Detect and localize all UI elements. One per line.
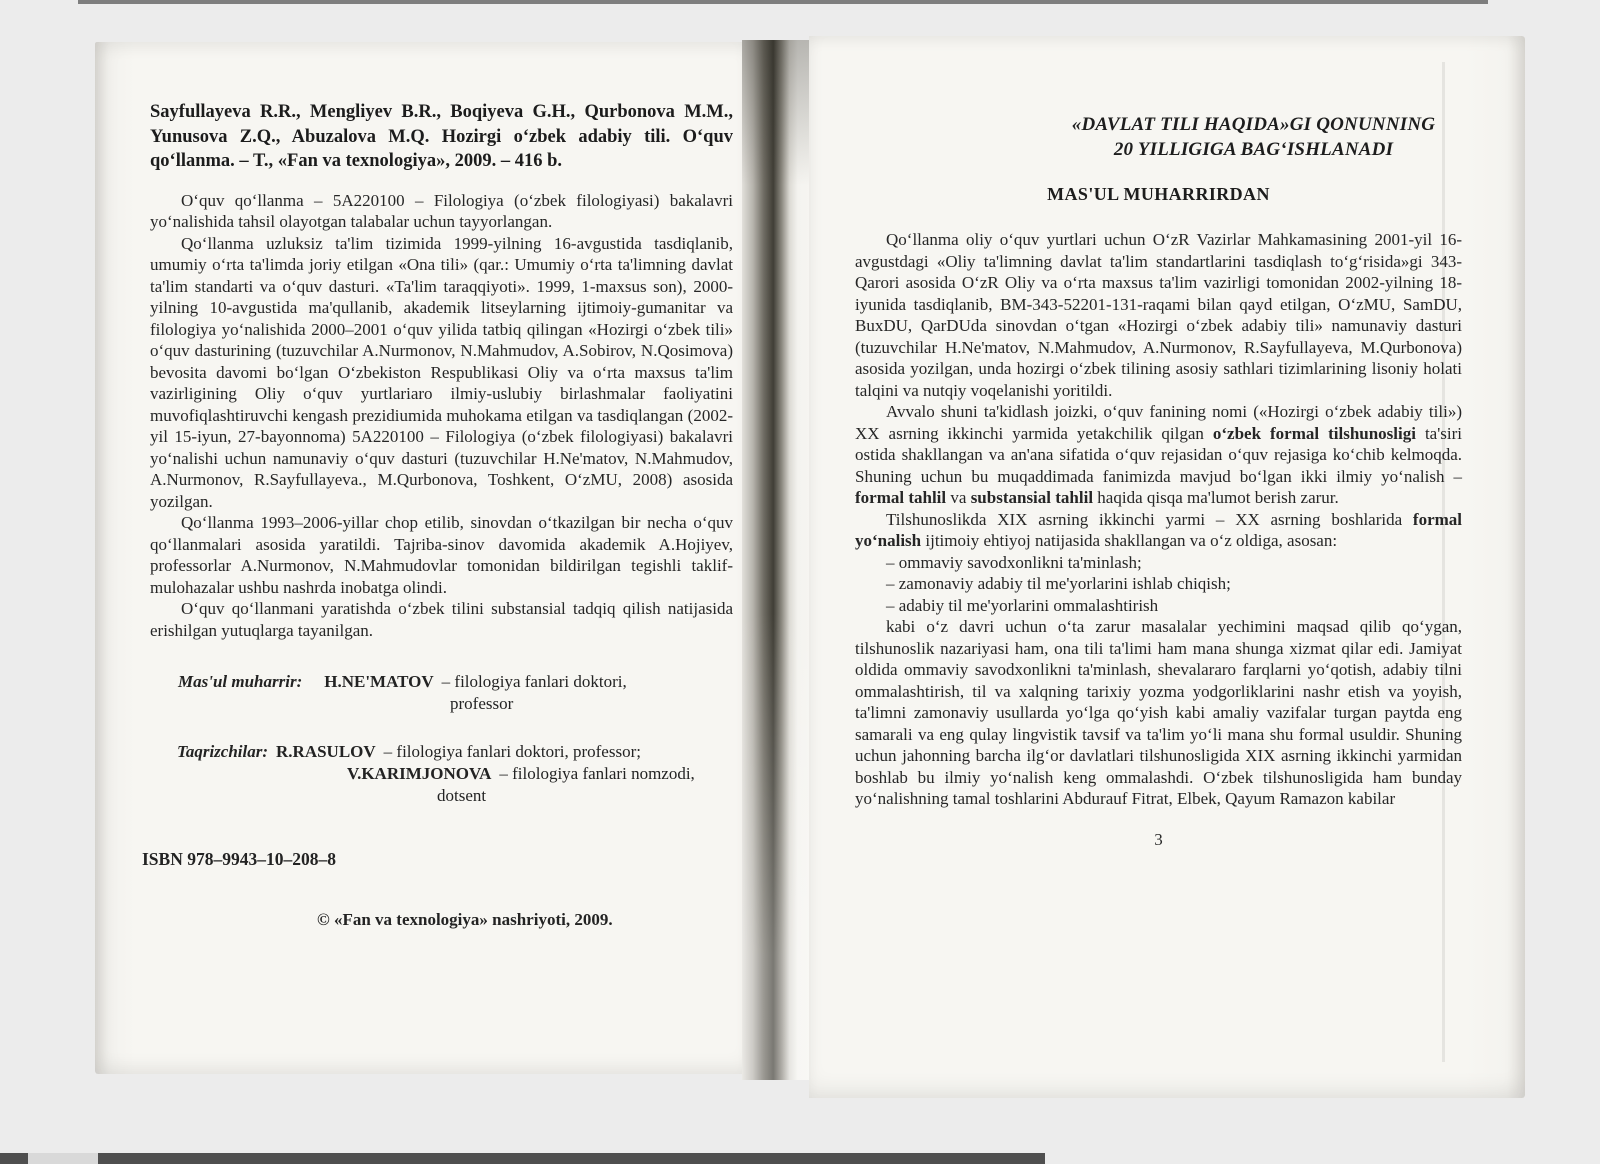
para2-text-4: haqida qisqa ma'lumot berish zarur.: [1093, 488, 1339, 507]
scan-top-edge: [78, 0, 1488, 4]
editor-line: [150, 671, 733, 693]
left-page-content: [95, 42, 747, 930]
paragraph-approach: Oʻquv qoʻllanmani yaratishda oʻzbek tilini substansial tadqiq qilish natijasida erishilgan yutuqlarga tayanilgan.: [150, 599, 733, 640]
page-number: 3: [1154, 829, 1163, 849]
paragraph-subject-name: [855, 401, 1462, 509]
copyright-line: © «Fan va texnologiya» nashriyoti, 2009.: [317, 910, 613, 929]
paragraph-program-basis: Qoʻllanma oliy oʻquv yurtlari uchun OʻzR Vazirlar Mahkamasining 2001-yil 16-avgustdagi «Oliy ta'limning davlat ta'lim standartlarini tasdiqlash toʻgʻrisida»gi 343-Qarori asosida OʻzR Oliy va oʻrta maxsus ta'lim vazirligi tomonidan 2002-yilning 18-iyunida tasdiqlanib, BM-343-52201-131-raqami bilan qayd etilgan, OʻzMU, SamDU, BuxDU, QarDUda sinovdan oʻtgan «Hozirgi oʻzbek adabiy tili» namunaviy dasturi (tuzuvchilar H.Ne'matov, N.Mahmudov, A.Nurmonov, R.Sayfullayeva, M.Qurbonova) asosida yozilgan, unda hozirgi oʻzbek tilining asosiy sathlari tizimlarining lisoniy holati talqini va nutqiy voqelanishi yoritildi.: [855, 230, 1462, 400]
goal-list-item-1: – ommaviy savodxonlikni ta'minlash;: [886, 552, 1142, 572]
para3-text-2: ijtimoiy ehtiyoj natijasida shakllangan va oʻz oldiga, asosan:: [921, 531, 1338, 550]
dedication-title-line1: «DAVLAT TILI HAQIDA»GI QONUNNING: [1071, 114, 1436, 135]
paragraph-editions: Qoʻllanma 1993–2006-yillar chop etilib, sinovdan oʻtkazilgan bir necha oʻquv qoʻllanmalari asosida yaratildi. Tajriba-sinov davomida akademik A.Hojiyev, professorlar A.Nurmonov, N.Mahmudovlar tomonidan bildirilgan tegishli taklif-mulohazalar ushbu nashrda inobatga olindi.: [150, 513, 733, 597]
reviewers-label: Taqrizchilar:: [177, 742, 269, 761]
editor-name: H.NE'MATOV: [324, 672, 434, 691]
bibliographic-heading: Sayfullayeva R.R., Mengliyev B.R., Boqiyeva G.H., Qurbonova M.M., Yunusova Z.Q., Abuzalova M.Q. Hozirgi oʻzbek adabiy tili. Oʻquv qoʻllanma. – T., «Fan va texnologiya», 2009. – 416 b.: [150, 102, 733, 171]
right-page: [809, 36, 1525, 1098]
scan-bottom-edge: [0, 1153, 1045, 1164]
isbn-line: ISBN 978–9943–10–208–8: [142, 849, 336, 869]
para3-bold-1: formal yoʻnalish: [855, 509, 1462, 550]
para2-bold-1: oʻzbek formal tilshunosligi: [1212, 423, 1416, 443]
reviewer2-role-line2: dotsent: [437, 786, 487, 805]
right-page-content: [809, 36, 1525, 850]
reviewer2-line: [150, 763, 733, 785]
para2-text-3: va: [946, 488, 971, 507]
goal-list-item-3: – adabiy til me'yorlarini ommalashtirish: [886, 595, 1159, 615]
binding-gutter: [742, 40, 810, 1080]
para2-text-2: ta'siri ostida shakllangan va an'ana sifatida oʻquv rejasidan oʻquv rejasiga koʻchib kelmoqda. Shuning uchun bu muqaddimada fanimizda mavjud boʻlgan ikki ilmiy yoʻnalish –: [855, 423, 1462, 486]
editor-block: [150, 671, 733, 715]
reviewer1-name: R.RASULOV: [276, 742, 376, 761]
reviewer2-name: V.KARIMJONOVA: [347, 764, 492, 783]
right-page-body: [855, 229, 1462, 850]
paragraph-curriculum-history: Qoʻllanma uzluksiz ta'lim tizimida 1999-yilning 16-avgustida tasdiqlanib, umumiy oʻrta ta'limda joriy etilgan «Ona tili» (qar.: Umumiy oʻrta ta'limning davlat ta'lim standarti va oʻquv dasturi. «Ta'lim taraqqiyoti». 1999, 1-maxsus son), 2000-yilning 10-avgustida ma'qullanib, akademik litseylarning ijtimoiy-gumanitar va filologiya yoʻnalishida 2000–2001 oʻquv yilida tatbiq qilingan «Hozirgi oʻzbek tili» oʻquv dasturining (tuzuvchilar A.Nurmonov, N.Mahmudov, A.Sobirov, N.Qosimova) bevosita davomi boʻlgan Oʻzbekiston Respublikasi Oliy va oʻrta maxsus ta'lim vazirligining Oliy oʻquv yurtlariaro ilmiy-uslubiy birlashmalar faoliyatini muvofiqlashtiruvchi kengash prezidiumida muhokama etilgan va tasdiqlangan (2002-yil 15-iyun, 27-bayonnoma) 5A220100 – Filologiya (oʻzbek filologiyasi) bakalavri yoʻnalishi uchun namunaviy oʻquv dasturi (tuzuvchilar H.Ne'matov, N.Mahmudov, A.Nurmonov, R.Sayfullayeva., M.Qurbonova, Toshkent, OʻzMU, 2008) asosida yozilgan.: [150, 233, 733, 511]
paragraph-formal-direction: [855, 509, 1462, 552]
reviewers-block: [150, 741, 733, 807]
left-page: [95, 42, 747, 1074]
para2-text-1: Avvalo shuni ta'kidlash joizki, oʻquv fanining nomi («Hozirgi oʻzbek adabiy tili») XX asrning ikkinchi yarmida yetakchilik qilgan: [855, 402, 1462, 443]
para2-bold-2: formal tahlil: [855, 488, 947, 507]
reviewer1-role: – filologiya fanlari doktori, professor;: [383, 742, 641, 761]
scan-bottom-edge-gap: [28, 1153, 98, 1164]
paragraph-audience: Oʻquv qoʻllanma – 5A220100 – Filologiya (oʻzbek filologiyasi) bakalavri yoʻnalishida tahsil olayotgan talabalar uchun tayyorlangan.: [150, 190, 733, 231]
editor-role-line2: professor: [450, 694, 514, 713]
reviewer1-line: [150, 741, 733, 763]
paragraph-formal-history: kabi oʻz davri uchun oʻta zarur masalalar yechimini maqsad qilib qoʻygan, tilshunoslik nazariyasi ham, ona tili ta'limi ham mana shunga xizmat qilar edi. Jamiyat oldida ommaviy savodxonlikni ta'minlash, shevalararo farqlarni yoʻqotish, adabiy tilni ommalashtirish, til va xalqning tarixiy yozma yodgorliklarini nashr etish va yoyish, ta'limni zamonaviy usullarda yoʻlga qoʻyish kabi amaliy vazifalar turgan paytda eng samarali va eng qulay lingvistik tavsif va ta'lim yoʻli mana shu formal usuldir. Shuning uchun jahonning barcha ilgʻor davlatlari tilshunosligida XIX asrning ikkinchi yarmidan boshlab bu ilmiy yoʻnalish keng ommalashdi. Oʻzbek tilshunosligida ham bunday yoʻnalishning tamal toshlarini Abdurauf Fitrat, Elbek, Qayum Ramazon kabilar: [855, 617, 1462, 808]
goal-list-item-2: – zamonaviy adabiy til me'yorlarini ishlab chiqish;: [886, 574, 1231, 593]
dedication-title: [855, 112, 1462, 162]
para3-text-1: Tilshunoslikda XIX asrning ikkinchi yarmi – XX asrning boshlarida: [886, 509, 1413, 529]
editor-role: – filologiya fanlari doktori,: [441, 672, 627, 691]
section-heading: MAS'UL MUHARRIRDAN: [1047, 184, 1270, 204]
editor-label: Mas'ul muharrir:: [178, 672, 303, 691]
page-crease: [1442, 62, 1445, 1062]
para2-bold-3: substansial tahlil: [970, 488, 1094, 507]
dedication-title-line2: 20 YILLIGIGA BAGʻISHLANADI: [1113, 139, 1394, 160]
reviewer2-role: – filologiya fanlari nomzodi,: [499, 764, 695, 783]
